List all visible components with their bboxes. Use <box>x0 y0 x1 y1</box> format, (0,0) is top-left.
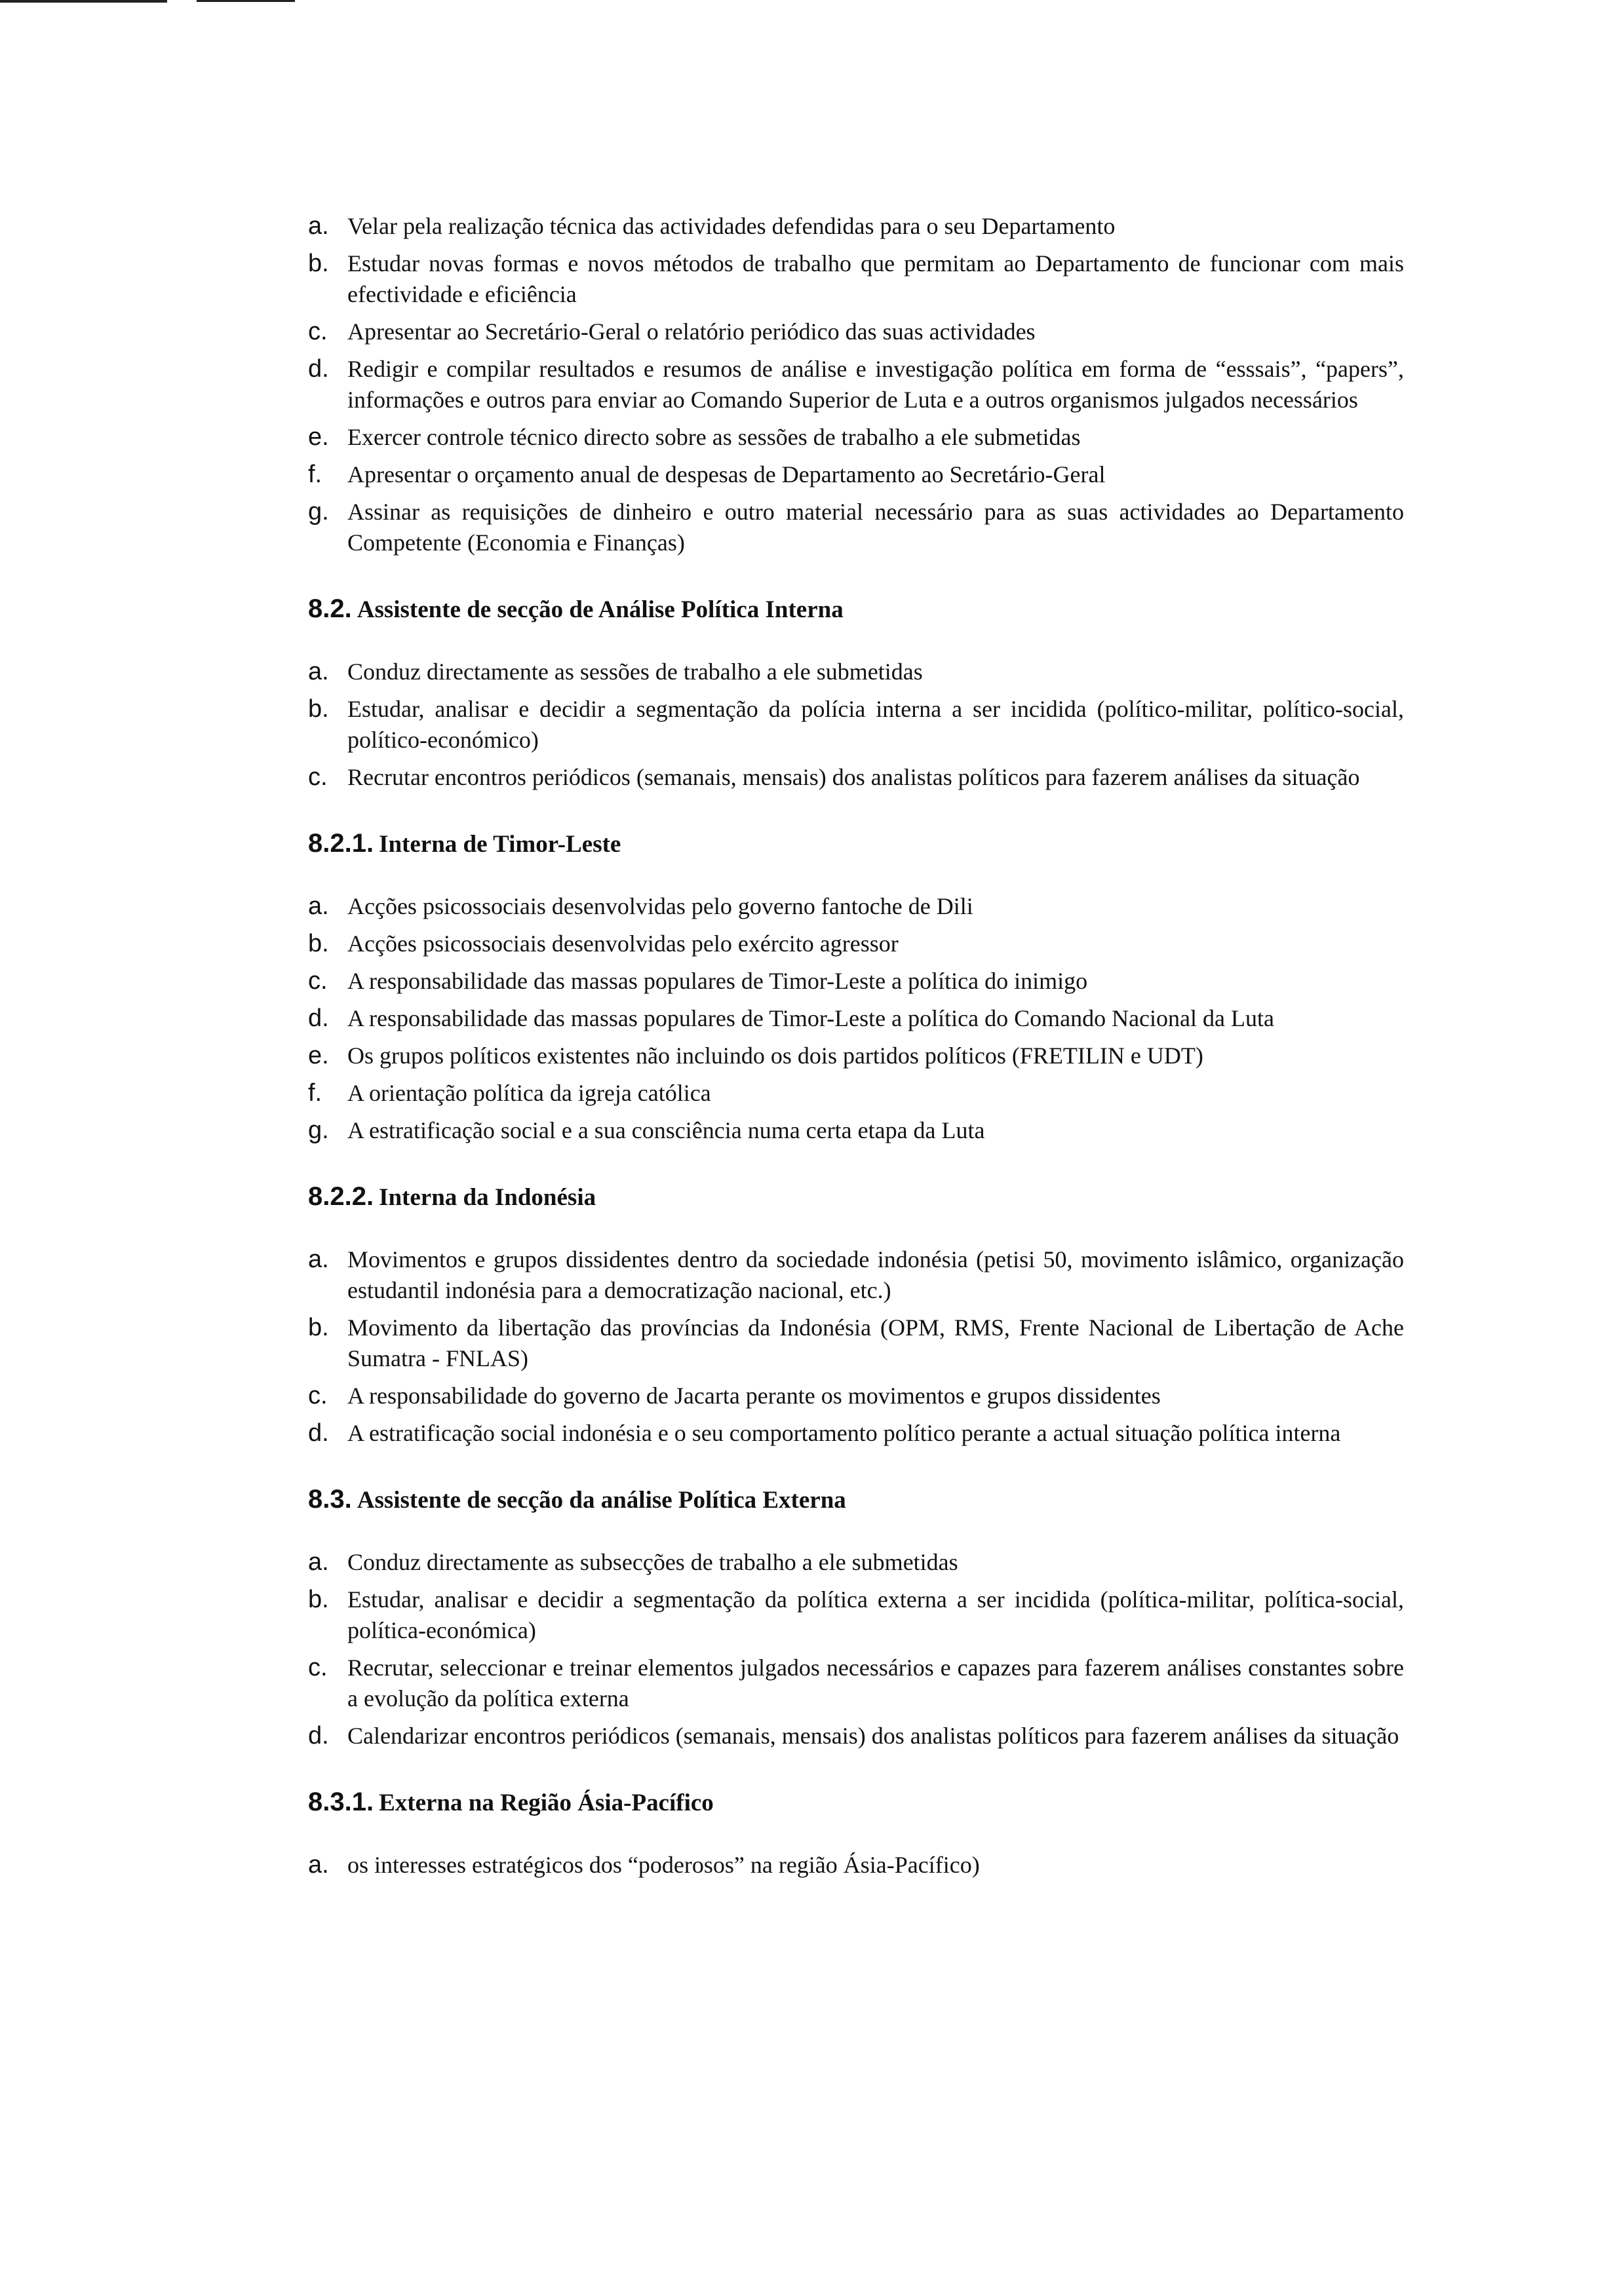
section-heading <box>308 1787 1404 1818</box>
list-marker: e. <box>308 423 329 451</box>
list-item <box>308 1041 1404 1071</box>
section-8-2-1 <box>308 828 1404 1146</box>
section-heading <box>308 828 1404 860</box>
section-title: Assistente de secção de Análise Política Interna <box>357 596 844 623</box>
section-8-2-2 <box>308 1181 1404 1449</box>
section-departamento-tasks <box>308 211 1404 558</box>
list-marker: d. <box>308 1419 329 1447</box>
section-number: 8.2.1. <box>308 829 374 858</box>
section-heading <box>308 594 1404 625</box>
list-item-text: Assinar as requisições de dinheiro e outro material necessário para as suas actividades ao Departamento Competente (Economia e Finanças) <box>347 499 1404 556</box>
list-marker: a. <box>308 658 329 685</box>
list-item-text: Conduz directamente as sessões de trabalho a ele submetidas <box>347 659 923 685</box>
list-item-text: os interesses estratégicos dos “poderosos” na região Ásia-Pacífico) <box>347 1852 980 1878</box>
list-marker: c. <box>308 1654 328 1681</box>
section-title: Assistente de secção da análise Política Externa <box>357 1487 846 1514</box>
task-list <box>308 211 1404 558</box>
list-item-text: A responsabilidade das massas populares de Timor-Leste a política do Comando Nacional da Luta <box>347 1005 1274 1031</box>
list-marker: a. <box>308 1548 329 1576</box>
list-marker: d. <box>308 1004 329 1032</box>
list-item <box>308 762 1404 793</box>
list-marker: b. <box>308 930 329 957</box>
section-8-3-1 <box>308 1787 1404 1881</box>
list-item <box>308 497 1404 558</box>
section-number: 8.2. <box>308 594 352 623</box>
section-8-3 <box>308 1484 1404 1751</box>
list-item-text: Exercer controle técnico directo sobre as sessões de trabalho a ele submetidas <box>347 424 1081 450</box>
list-item <box>308 891 1404 922</box>
list-marker: f. <box>308 1079 322 1107</box>
list-item <box>308 1312 1404 1374</box>
list-item <box>308 1584 1404 1646</box>
section-number: 8.2.2. <box>308 1182 374 1211</box>
list-item <box>308 422 1404 453</box>
list-marker: g. <box>308 498 329 526</box>
list-item <box>308 316 1404 347</box>
list-marker: a. <box>308 1246 329 1273</box>
list-marker: b. <box>308 1586 329 1613</box>
list-marker: a. <box>308 1851 329 1879</box>
list-marker: b. <box>308 695 329 723</box>
section-heading <box>308 1484 1404 1516</box>
list-item-text: Estudar, analisar e decidir a segmentação da política externa a ser incidida (política-militar, política-social, política-económica) <box>347 1586 1404 1643</box>
section-title: Interna de Timor-Leste <box>379 831 621 858</box>
list-item-text: A estratificação social e a sua consciência numa certa etapa da Luta <box>347 1117 985 1143</box>
list-marker: c. <box>308 967 328 995</box>
list-item-text: A estratificação social indonésia e o seu comportamento político perante a actual situação política interna <box>347 1420 1341 1446</box>
scan-edge-mark <box>197 0 295 2</box>
list-marker: a. <box>308 892 329 920</box>
list-item <box>308 1003 1404 1034</box>
scan-edge-mark <box>0 0 167 3</box>
list-item-text: Apresentar ao Secretário-Geral o relatório periódico das suas actividades <box>347 318 1036 345</box>
section-8-2 <box>308 594 1404 793</box>
list-marker: g. <box>308 1117 329 1144</box>
list-item <box>308 1078 1404 1109</box>
list-item <box>308 694 1404 756</box>
list-marker: f. <box>308 461 322 488</box>
list-item <box>308 966 1404 997</box>
list-item <box>308 1418 1404 1449</box>
list-item-text: Estudar, analisar e decidir a segmentação da polícia interna a ser incidida (político-militar, político-social, político-económico) <box>347 696 1404 753</box>
task-list <box>308 891 1404 1146</box>
list-item <box>308 1721 1404 1751</box>
list-marker: d. <box>308 1722 329 1750</box>
list-marker: c. <box>308 1382 328 1409</box>
list-marker: e. <box>308 1042 329 1069</box>
list-item-text: Movimentos e grupos dissidentes dentro da sociedade indonésia (petisi 50, movimento islâmico, organização estudantil indonésia para a democratização nacional, etc.) <box>347 1246 1404 1303</box>
list-item <box>308 211 1404 242</box>
document-page <box>308 211 1404 1887</box>
list-item-text: Calendarizar encontros periódicos (semanais, mensais) dos analistas políticos para fazerem análises da situação <box>347 1723 1399 1749</box>
list-item <box>308 1653 1404 1714</box>
list-marker: c. <box>308 763 328 791</box>
list-item <box>308 248 1404 310</box>
list-item <box>308 1850 1404 1881</box>
list-item-text: Redigir e compilar resultados e resumos de análise e investigação política em forma de “esssais”, “papers”, informações e outros para enviar ao Comando Superior de Luta e a outros organismos julgados necessários <box>347 356 1404 413</box>
list-item <box>308 354 1404 415</box>
list-item-text: Recrutar encontros periódicos (semanais, mensais) dos analistas políticos para fazerem análises da situação <box>347 764 1360 790</box>
task-list <box>308 1850 1404 1881</box>
list-item-text: Os grupos políticos existentes não incluindo os dois partidos políticos (FRETILIN e UDT) <box>347 1043 1203 1069</box>
list-marker: b. <box>308 1314 329 1341</box>
list-marker: b. <box>308 250 329 277</box>
list-item-text: Recrutar, seleccionar e treinar elementos julgados necessários e capazes para fazerem análises constantes sobre a evolução da política externa <box>347 1655 1404 1712</box>
list-item-text: Apresentar o orçamento anual de despesas de Departamento ao Secretário-Geral <box>347 461 1106 488</box>
list-item-text: Conduz directamente as subsecções de trabalho a ele submetidas <box>347 1549 958 1575</box>
section-heading <box>308 1181 1404 1213</box>
list-marker: c. <box>308 318 328 345</box>
list-item <box>308 657 1404 687</box>
list-item <box>308 928 1404 959</box>
list-marker: d. <box>308 355 329 383</box>
task-list <box>308 657 1404 793</box>
list-item-text: A responsabilidade das massas populares de Timor-Leste a política do inimigo <box>347 968 1088 994</box>
task-list <box>308 1244 1404 1449</box>
list-item <box>308 1547 1404 1578</box>
list-item-text: Estudar novas formas e novos métodos de trabalho que permitam ao Departamento de funcionar com mais efectividade e eficiência <box>347 250 1404 307</box>
task-list <box>308 1547 1404 1751</box>
list-item-text: Movimento da libertação das províncias da Indonésia (OPM, RMS, Frente Nacional de Libertação de Ache Sumatra - FNLAS) <box>347 1314 1404 1371</box>
list-item <box>308 1115 1404 1146</box>
list-item <box>308 459 1404 490</box>
list-marker: a. <box>308 212 329 240</box>
list-item-text: Velar pela realização técnica das actividades defendidas para o seu Departamento <box>347 213 1116 239</box>
list-item <box>308 1244 1404 1306</box>
section-title: Externa na Região Ásia-Pacífico <box>379 1789 714 1816</box>
list-item-text: Acções psicossociais desenvolvidas pelo exército agressor <box>347 930 899 957</box>
list-item <box>308 1381 1404 1411</box>
list-item-text: A orientação política da igreja católica <box>347 1080 711 1106</box>
section-title: Interna da Indonésia <box>379 1184 596 1211</box>
list-item-text: A responsabilidade do governo de Jacarta perante os movimentos e grupos dissidentes <box>347 1383 1161 1409</box>
list-item-text: Acções psicossociais desenvolvidas pelo governo fantoche de Dili <box>347 893 973 919</box>
section-number: 8.3.1. <box>308 1788 374 1816</box>
section-number: 8.3. <box>308 1485 352 1514</box>
